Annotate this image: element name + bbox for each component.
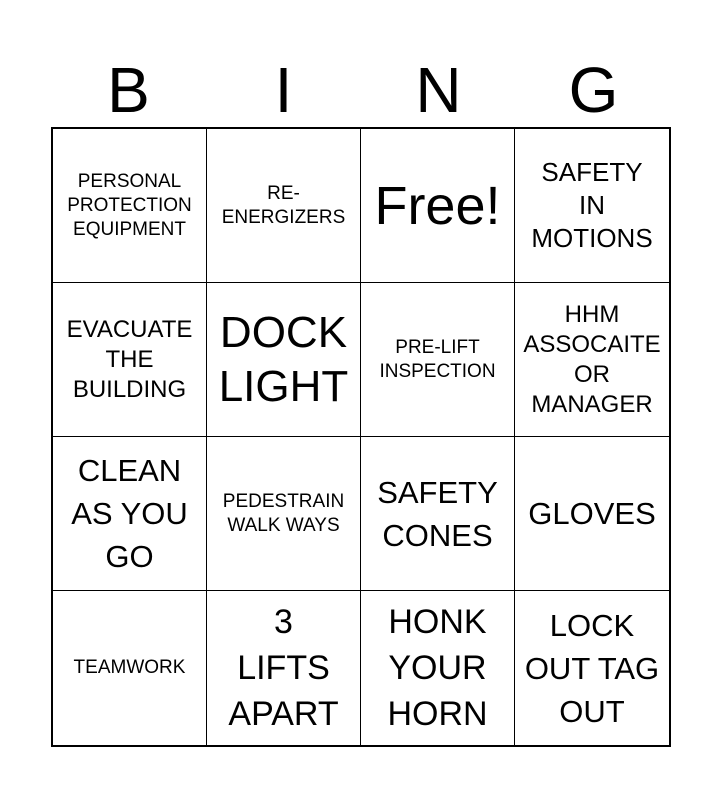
bingo-cell[interactable]	[361, 591, 515, 745]
cell-text: Free!	[374, 175, 501, 236]
bingo-cell[interactable]	[53, 283, 207, 437]
bingo-cell[interactable]	[207, 437, 361, 591]
bingo-cell[interactable]	[207, 591, 361, 745]
cell-text: TEAMWORK	[73, 657, 186, 678]
cell-text: SAFETY CONES	[377, 474, 498, 553]
cell-text: SAFETY IN MOTIONS	[531, 157, 653, 253]
cell-text: PRE-LIFT INSPECTION	[379, 336, 496, 382]
cell-text: RE- ENERGIZERS	[221, 182, 346, 228]
header-letter-n: N	[415, 54, 462, 126]
cell-text: 3 LIFTS APART	[228, 603, 339, 733]
cell-text: HHM ASSOCAITE OR MANAGER	[523, 300, 661, 418]
header-letter-g: G	[568, 54, 619, 126]
cell-text: EVACUATE THE BUILDING	[66, 315, 193, 403]
bingo-cell[interactable]	[53, 129, 207, 283]
header-letter-i: I	[274, 54, 293, 126]
bingo-cell[interactable]	[53, 591, 207, 745]
cell-text: PERSONAL PROTECTION EQUIPMENT	[67, 170, 192, 240]
bingo-cell[interactable]	[361, 437, 515, 591]
bingo-cell[interactable]	[207, 129, 361, 283]
bingo-cell[interactable]	[515, 437, 669, 591]
bingo-cell[interactable]	[515, 591, 669, 745]
cell-text: GLOVES	[528, 496, 656, 531]
bingo-cell[interactable]	[515, 283, 669, 437]
bingo-cell[interactable]	[515, 129, 669, 283]
cell-text: PEDESTRAIN WALK WAYS	[222, 490, 345, 536]
header-letter-b: B	[107, 54, 150, 126]
cell-text: CLEAN AS YOU GO	[71, 453, 188, 574]
bingo-header	[51, 52, 671, 128]
bingo-cell[interactable]	[53, 437, 207, 591]
bingo-cell[interactable]	[361, 283, 515, 437]
cell-text: LOCK OUT TAG OUT	[524, 607, 660, 729]
bingo-board	[51, 127, 671, 747]
bingo-cell[interactable]	[207, 283, 361, 437]
cell-text: DOCK LIGHT	[218, 307, 349, 411]
free-cell[interactable]	[361, 129, 515, 283]
cell-text: HONK YOUR HORN	[387, 603, 488, 733]
